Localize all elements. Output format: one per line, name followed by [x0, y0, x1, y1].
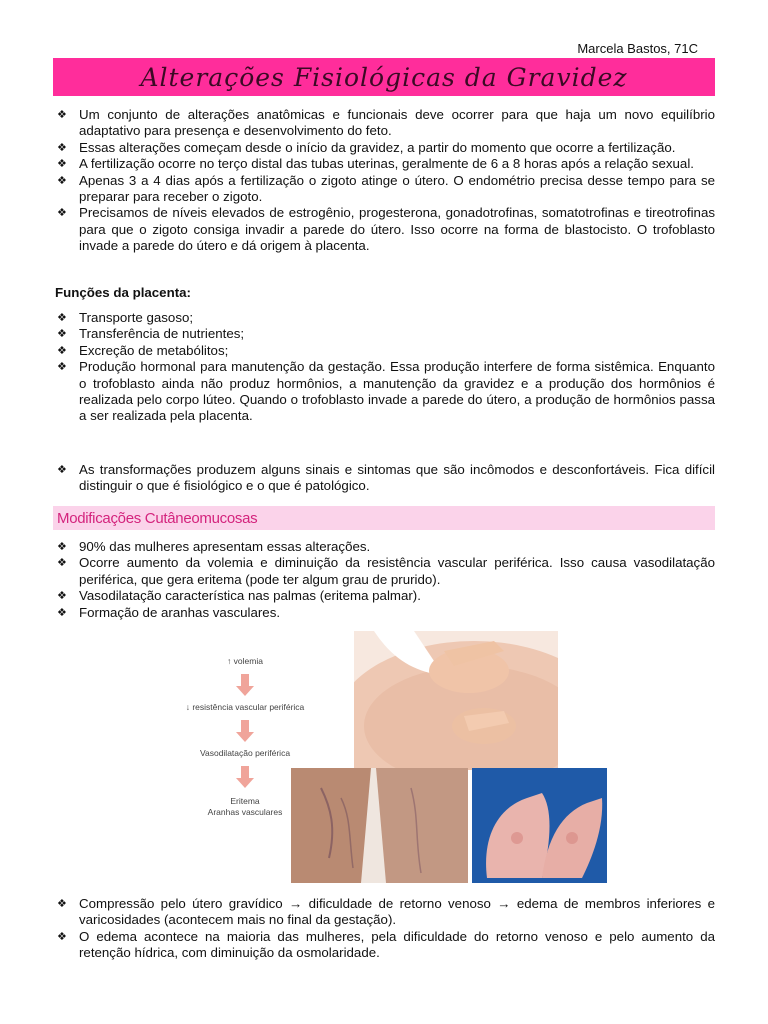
list-item: ❖ Apenas 3 a 4 dias após a fertilização o zigoto atinge o útero. O endométrio precisa desse tempo para se preparar para receber o zigoto.: [57, 172, 715, 205]
flow-step-vasodilation: Vasodilatação periférica: [199, 748, 291, 758]
diamond-bullet-icon: ❖: [57, 174, 67, 187]
intro-list: [55, 107, 715, 255]
arrow-down-icon: [236, 720, 254, 742]
list-item: ❖ Compressão pelo útero gravídico → dificuldade de retorno venoso → edema de membros inferiores e varicosidades (acontecem mais no final da gestação).: [57, 896, 715, 928]
page-title: Alterações Fisiológicas da Gravidez: [140, 62, 628, 92]
final-list: [55, 896, 715, 962]
title-bar: [53, 58, 715, 96]
flow-step-resistance: ↓ resistência vascular periférica: [185, 702, 305, 712]
diamond-bullet-icon: ❖: [57, 541, 67, 553]
placenta-list: [55, 310, 715, 425]
placenta-heading: Funções da placenta:: [55, 285, 191, 300]
diamond-bullet-icon: ❖: [57, 141, 67, 154]
arrow-down-icon: [236, 674, 254, 696]
list-item: ❖ Essas alterações começam desde o início da gravidez, a partir do momento que ocorre a fertilização.: [57, 139, 676, 155]
list-item: ❖ Produção hormonal para manutenção da gestação. Essa produção interfere de forma sistêmica. Enquanto o trofoblasto ainda não produz hormônios, a manutenção da gravidez e a produção dos hormônios é realizada pelo corpo lúteo. Quando o trofoblasto invade a parede do útero, a produção de hormônios passa a ser realizada pela placenta.: [57, 359, 715, 424]
list-item: ❖ Ocorre aumento da volemia e diminuição da resistência vascular periférica. Isso causa vasodilatação periférica, que gera eritema (pode ter algum grau de prurido).: [57, 555, 715, 587]
diamond-bullet-icon: ❖: [57, 109, 67, 121]
transform-list: [55, 462, 715, 495]
legs-photo: [291, 768, 468, 883]
list-item: ❖ Vasodilatação característica nas palmas (eritema palmar).: [57, 588, 421, 604]
diamond-bullet-icon: ❖: [57, 158, 67, 171]
diamond-bullet-icon: ❖: [57, 606, 67, 619]
diamond-bullet-icon: ❖: [57, 328, 67, 341]
list-item: ❖ Transferência de nutrientes;: [57, 326, 245, 342]
diamond-bullet-icon: ❖: [57, 930, 67, 943]
list-item: ❖ Um conjunto de alterações anatômicas e funcionais deve ocorrer para que haja um novo equilíbrio adaptativo para presença e desenvolvimento do feto.: [57, 107, 715, 139]
hands-photo: [472, 768, 607, 883]
author: Marcela Bastos, 71C: [577, 41, 698, 56]
flow-step-volemia: ↑ volemia: [227, 656, 263, 666]
diamond-bullet-icon: ❖: [57, 557, 67, 570]
diamond-bullet-icon: ❖: [57, 312, 67, 324]
diamond-bullet-icon: ❖: [57, 207, 67, 220]
list-item: ❖ Precisamos de níveis elevados de estrogênio, progesterona, gonadotrofinas, somatotrofinas e tireotrofinas para que o zigoto consiga invadir a parede do útero. Isso ocorre na forma de blastocisto. O trofoblasto invade a parede do útero e dá origem à placenta.: [57, 205, 715, 254]
diamond-bullet-icon: ❖: [57, 464, 67, 476]
list-item: ❖ 90% das mulheres apresentam essas alterações.: [57, 539, 371, 554]
arrow-down-icon: [236, 766, 254, 788]
diamond-bullet-icon: ❖: [57, 344, 67, 357]
list-item: ❖ Transporte gasoso;: [57, 310, 194, 325]
list-item: ❖ Excreção de metabólitos;: [57, 342, 229, 358]
list-item: ❖ As transformações produzem alguns sinais e sintomas que são incômodos e desconfortáveis. Fica difícil distinguir o que é fisiológico e o que é patológico.: [57, 462, 715, 494]
flow-step-erythema: Eritema: [230, 796, 260, 806]
flow-step-spiders: Aranhas vasculares: [207, 807, 283, 817]
belly-photo: [354, 631, 558, 770]
diamond-bullet-icon: ❖: [57, 361, 67, 374]
cutaneous-list: [55, 539, 715, 621]
section-title: Modificações Cutâneomucosas: [57, 509, 258, 527]
diamond-bullet-icon: ❖: [57, 898, 67, 910]
list-item: ❖ Formação de aranhas vasculares.: [57, 604, 281, 620]
section-bar: [53, 506, 715, 530]
diamond-bullet-icon: ❖: [57, 590, 67, 603]
list-item: ❖ O edema acontece na maioria das mulheres, pela dificuldade do retorno venoso e pelo aumento da retenção hídrica, com diminuição da osmolaridade.: [57, 928, 715, 961]
list-item: ❖ A fertilização ocorre no terço distal das tubas uterinas, geralmente de 6 a 8 horas após a relação sexual.: [57, 156, 694, 172]
